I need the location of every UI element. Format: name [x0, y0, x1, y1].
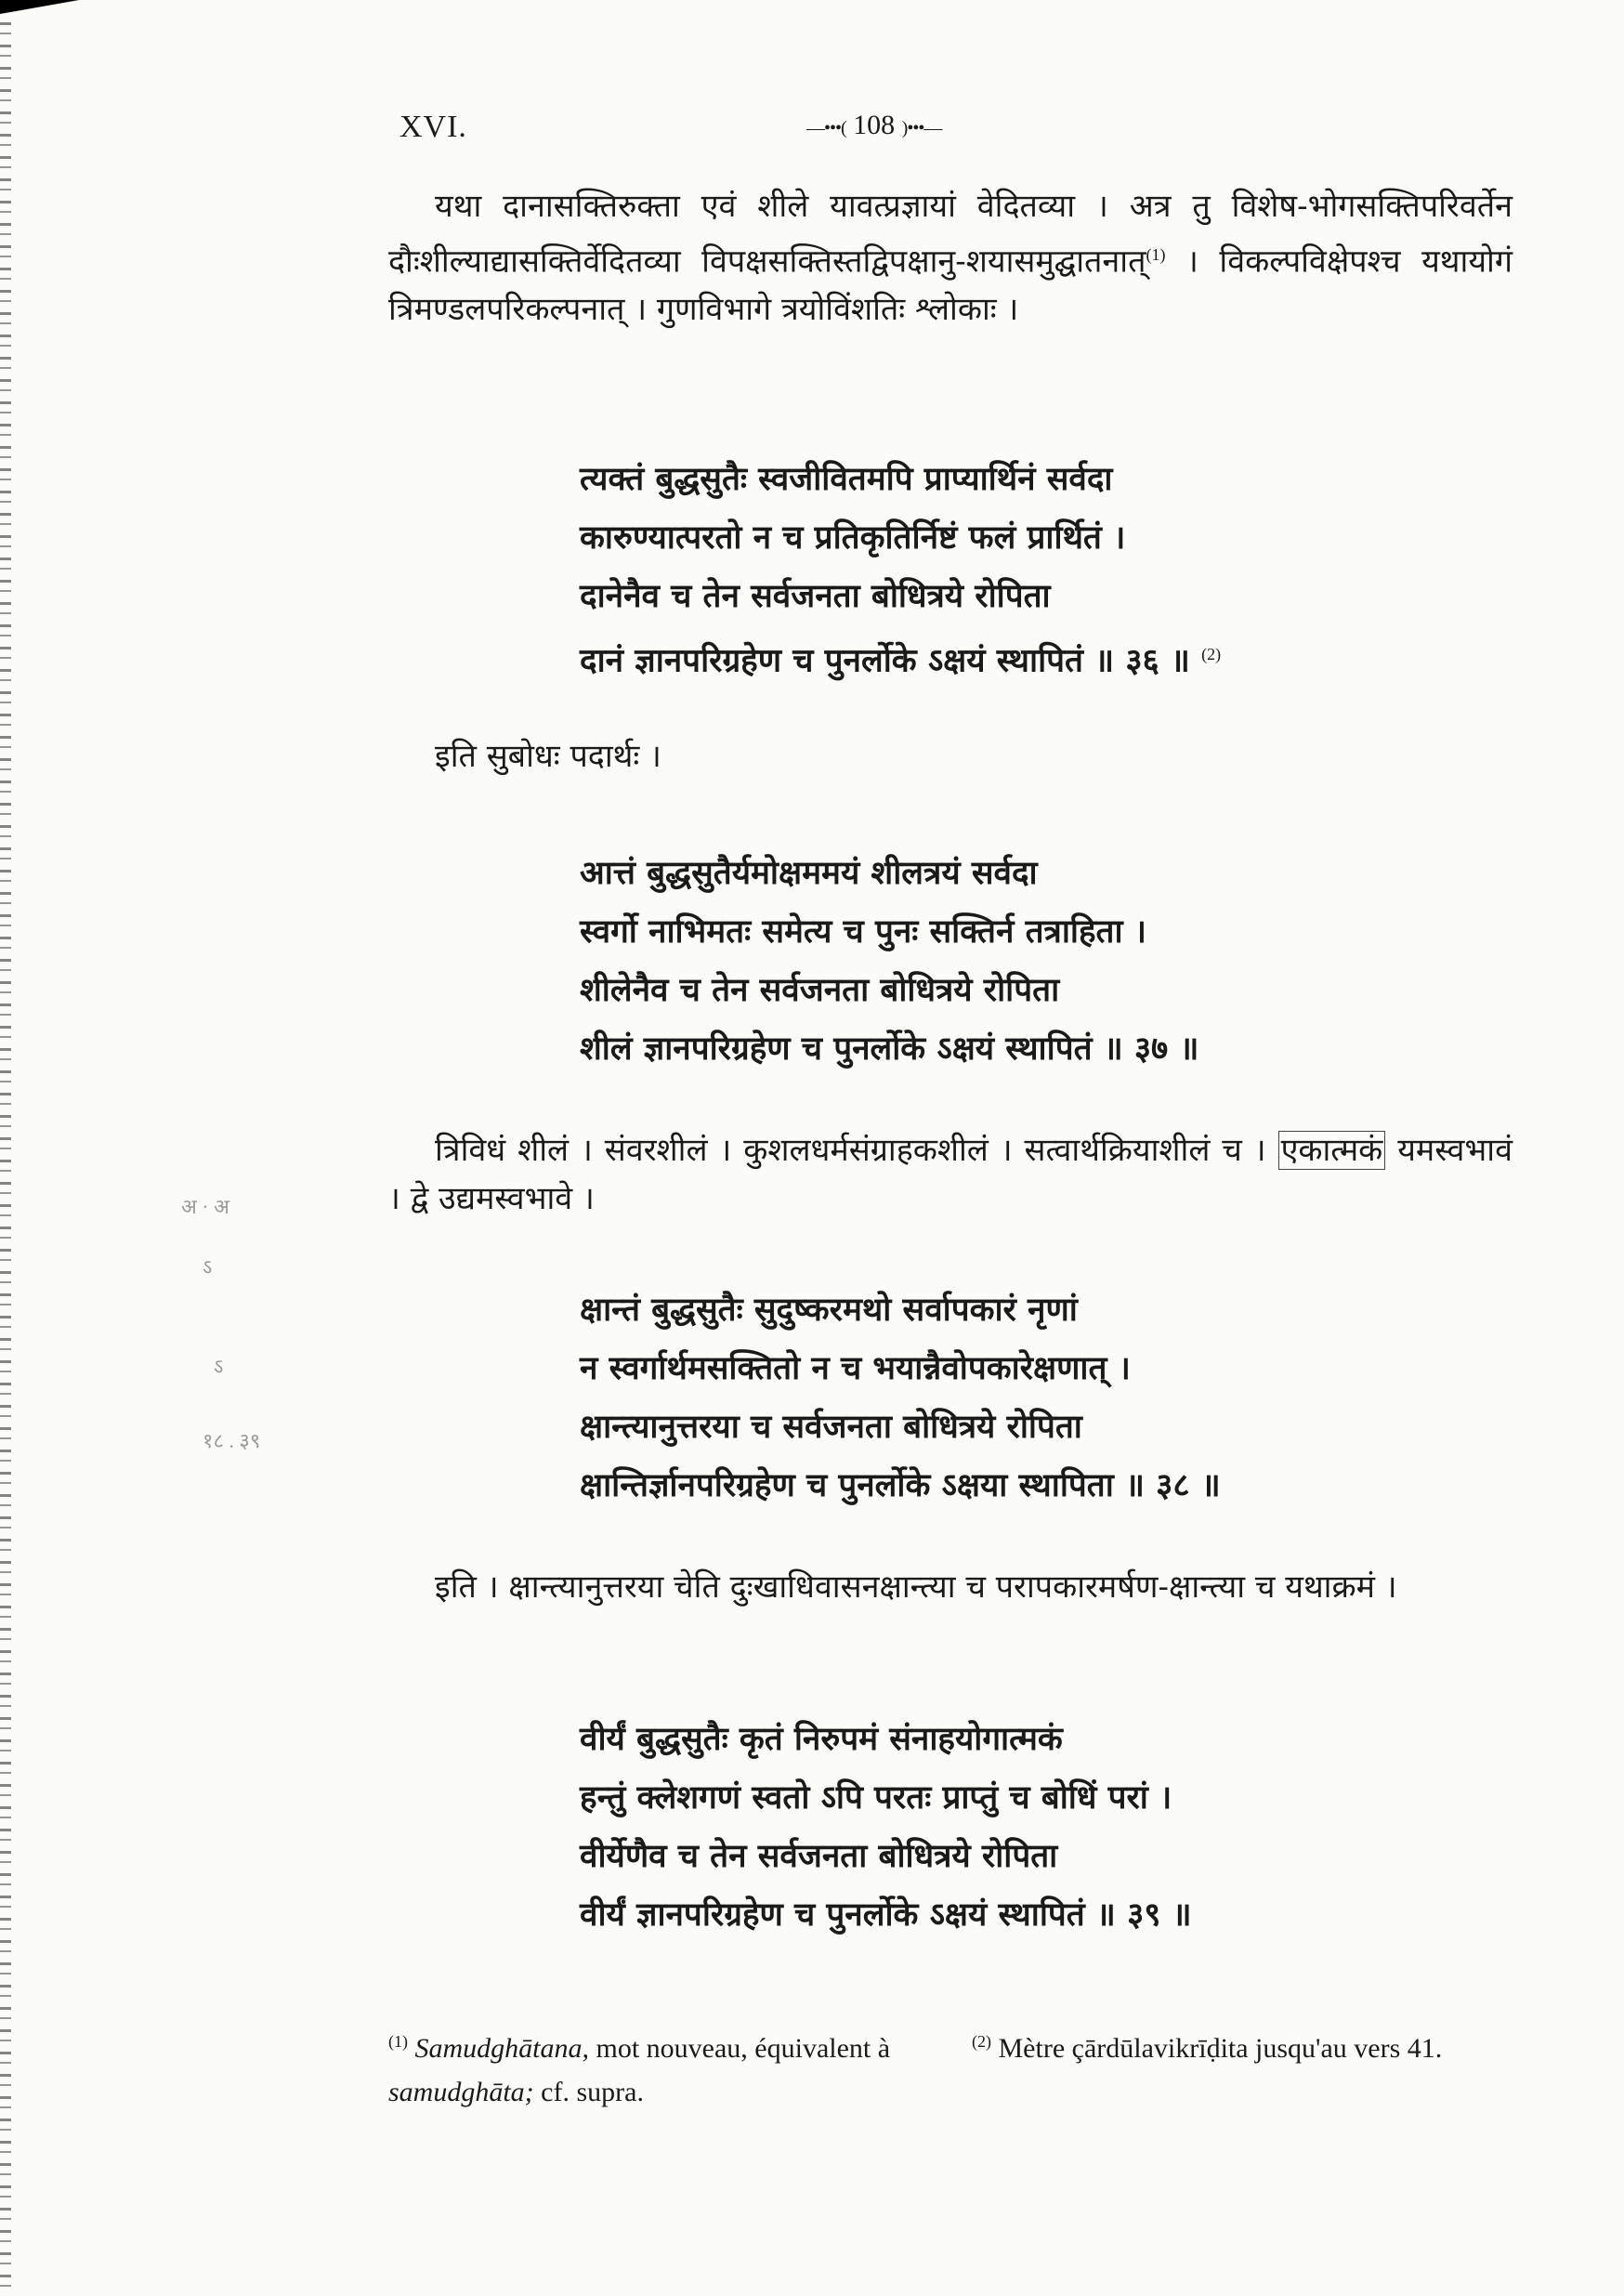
scan-corner-shadow — [0, 0, 111, 56]
footnote-1-term: Samudghātana, — [414, 2033, 589, 2064]
ornament-right: )•••— — [901, 118, 942, 138]
page-number-block — [806, 110, 941, 141]
verse-38-line-3: क्षान्त्यानुत्तरया च सर्वजनता बोधित्रये रोपिता — [580, 1408, 1082, 1446]
margin-stamp-d: १८ . ३९ — [203, 1429, 261, 1452]
verse-39-line-4: वीर्यं ज्ञानपरिग्रहेण च पुनर्लोके ऽक्षयं स्थापितं ॥ ३९ ॥ — [580, 1896, 1192, 1934]
verse-36-line-2: कारुण्यात्परतो न च प्रतिकृतिर्निष्टं फलं प्रार्थितं । — [580, 518, 1126, 557]
ornament-left: —•••( — [806, 118, 846, 138]
verse-37-line-2: स्वर्गो नाभिमतः समेत्य च पुनः सक्तिर्न तत्राहिता । — [580, 912, 1147, 951]
verse-39-line-2: हन्तुं क्लेशगणं स्वतो ऽपि परतः प्राप्तुं च बोधिं परां । — [580, 1778, 1172, 1817]
footnote-1-term2: samudghāta; — [388, 2077, 534, 2107]
paragraph-4-text: इति । क्षान्त्यानुत्तरया चेति दुःखाधिवासनक्षान्त्या च परापकारमर्षण-क्षान्त्या च यथाक्रमं । — [435, 1568, 1397, 1606]
boxed-word: एकात्मकं — [1278, 1131, 1386, 1170]
verse-39-line-3: वीर्येणैव च तेन सर्वजनता बोधित्रये रोपिता — [580, 1837, 1058, 1875]
signature-mark: XVI. — [399, 110, 467, 144]
verse-37-line-4: शीलं ज्ञानपरिग्रहेण च पुनर्लोके ऽक्षयं स्थापितं ॥ ३७ ॥ — [580, 1030, 1199, 1068]
footnote-ref-1: (1) — [1146, 245, 1166, 264]
verse-36-line-1: त्यक्तं बुद्धसुतैः स्वजीवितमपि प्राप्यार्थिनं सर्वदा — [580, 460, 1113, 498]
running-header — [399, 110, 1514, 156]
margin-stamp-b: ऽ — [203, 1255, 213, 1279]
verse-39 — [580, 1710, 1518, 1944]
verse-36-line-3: दानेनैव च तेन सर्वजनता बोधित्रये रोपिता — [580, 577, 1051, 615]
margin-stamp-a: अ · अ — [181, 1195, 229, 1218]
verse-37 — [580, 844, 1518, 1078]
verse-39-line-1: वीर्यं बुद्धसुतैः कृतं निरुपमं संनाहयोगात्मकं — [580, 1720, 1063, 1758]
verse-36-line-4: दानं ज्ञानपरिग्रहेण च पुनर्लोके ऽक्षयं स्थापितं ॥ ३६ ॥ — [580, 641, 1190, 680]
paragraph-4 — [388, 1563, 1513, 1611]
footnote-2 — [972, 2020, 1511, 2070]
verse-38-line-1: क्षान्तं बुद्धसुतैः सुदुष्करमथो सर्वापकारं नृणां — [580, 1291, 1078, 1329]
margin-stamp-c: ऽ — [214, 1355, 224, 1378]
verse-38 — [580, 1280, 1518, 1515]
paragraph-1-text: यथा दानासक्तिरुक्ता एवं शीले यावत्प्रज्ञायां वेदितव्या । अत्र तु विशेष-भोगसक्तिपरिवर्तेन दौःशील्याद्यासक्तिर्वेदितव्या विपक्षसक्तिस्तद्विपक्षानु-शयासमुद्घातनात् — [388, 188, 1513, 281]
verse-37-line-3: शीलेनैव च तेन सर्वजनता बोधित्रये रोपिता — [580, 971, 1060, 1009]
footnote-1-number: (1) — [388, 2032, 408, 2051]
paragraph-2-text: इति सुबोधः पदार्थः । — [435, 738, 661, 775]
paragraph-3-text: त्रिविधं शीलं । संवरशीलं । कुशलधर्मसंग्राहकशीलं । सत्वार्थक्रियाशीलं च । — [435, 1132, 1266, 1169]
verse-36 — [580, 450, 1518, 690]
scan-edge — [0, 0, 11, 2296]
paragraph-1 — [388, 182, 1513, 334]
footnote-2-text: Mètre çārdūlavikrīḍita jusqu'au vers 41. — [991, 2033, 1443, 2064]
verse-38-line-4: क्षान्तिर्ज्ञानपरिग्रहेण च पुनर्लोके ऽक्षया स्थापिता ॥ ३८ ॥ — [580, 1466, 1221, 1504]
verse-38-line-2: न स्वर्गार्थमसक्तितो न च भयान्नैवोपकारेक्षणात् । — [580, 1349, 1131, 1387]
verse-37-line-1: आत्तं बुद्धसुतैर्यमोक्षममयं शीलत्रयं सर्वदा — [580, 854, 1038, 892]
paragraph-3-tail: यमस्वभावं । द्वे उद्यमस्वभावे । — [388, 1132, 1513, 1217]
page-number: 108 — [853, 110, 896, 140]
footnote-1-tail: cf. supra. — [533, 2077, 644, 2107]
paragraph-3 — [388, 1126, 1513, 1223]
footnote-2-number: (2) — [972, 2032, 991, 2051]
paragraph-1-tail: । विकल्पविक्षेपश्च यथायोगं त्रिमण्डलपरिकल्पनात् । गुणविभागे त्रयोविंशतिः श्लोकाः । — [388, 243, 1513, 329]
footnote-ref-2: (2) — [1201, 645, 1222, 663]
paragraph-2 — [388, 732, 1513, 781]
footnote-1-text: mot nouveau, équivalent à — [589, 2033, 891, 2064]
footnote-1 — [388, 2020, 909, 2114]
